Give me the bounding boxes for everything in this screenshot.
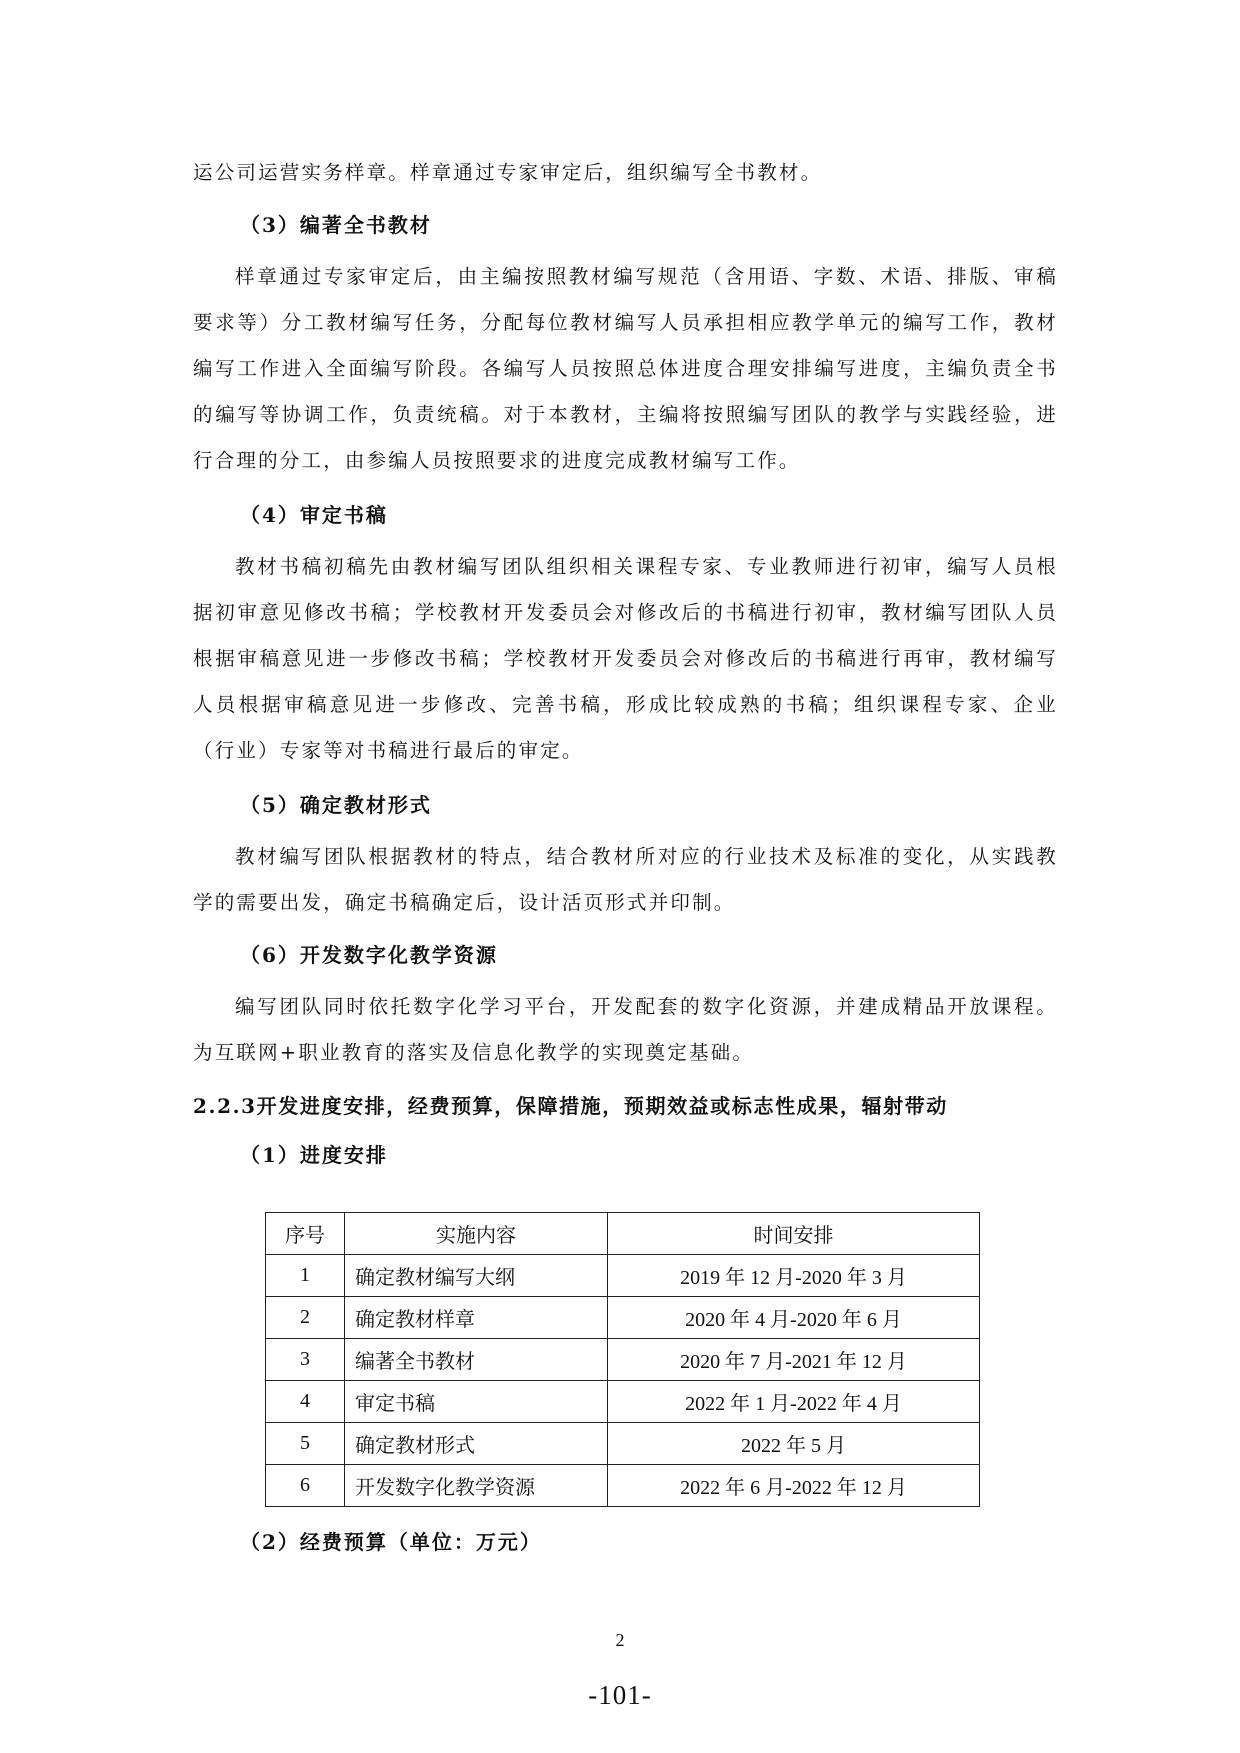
schedule-heading: （1）进度安排 bbox=[240, 1143, 388, 1167]
cell-time: 2022 年 6 月-2022 年 12 月 bbox=[608, 1465, 980, 1507]
table-row bbox=[266, 1255, 980, 1297]
continuation-line: 运公司运营实务样章。样章通过专家审定后，组织编写全书教材。 bbox=[193, 161, 823, 184]
cell-time: 2019 年 12 月-2020 年 3 月 bbox=[608, 1255, 980, 1297]
section-223-heading: 2.2.3开发进度安排，经费预算，保障措施，预期效益或标志性成果，辐射带动 bbox=[193, 1094, 948, 1118]
table-row bbox=[266, 1381, 980, 1423]
table-row bbox=[266, 1297, 980, 1339]
table-row bbox=[266, 1423, 980, 1465]
schedule-table bbox=[265, 1212, 980, 1507]
cell-content: 确定教材编写大纲 bbox=[345, 1255, 608, 1297]
table-header-row bbox=[266, 1213, 980, 1255]
page-number: 2 bbox=[615, 1630, 625, 1650]
cell-number: 3 bbox=[266, 1339, 345, 1381]
paragraph-digital-resources: 编写团队同时依托数字化学习平台，开发配套的数字化资源，并建成精品开放课程。为互联网+职业教育的落实及信息化教学的实现奠定基础。 bbox=[193, 995, 1058, 1064]
paragraph-review-manuscript: 教材书稿初稿先由教材编写团队组织相关课程专家、专业教师进行初审，编写人员根据初审意见修改书稿；学校教材开发委员会对修改后的书稿进行初审，教材编写团队人员根据审稿意见进一步修改书稿；学校教材开发委员会对修改后的书稿进行再审，教材编写人员根据审稿意见进一步修改、完善书稿，形成比较成熟的书稿；组织课程专家、企业（行业）专家等对书稿进行最后的审定。 bbox=[193, 555, 1058, 762]
cell-number: 2 bbox=[266, 1297, 345, 1339]
budget-heading: （2）经费预算（单位：万元） bbox=[240, 1530, 542, 1554]
cell-content: 确定教材样章 bbox=[345, 1297, 608, 1339]
table-row bbox=[266, 1465, 980, 1507]
cell-content: 开发数字化教学资源 bbox=[345, 1465, 608, 1507]
cell-content: 确定教材形式 bbox=[345, 1423, 608, 1465]
header-content: 实施内容 bbox=[345, 1213, 608, 1255]
cell-content: 审定书稿 bbox=[345, 1381, 608, 1423]
paragraph-compile-textbook: 样章通过专家审定后，由主编按照教材编写规范（含用语、字数、术语、排版、审稿要求等）分工教材编写任务，分配每位教材编写人员承担相应教学单元的编写工作，教材编写工作进入全面编写阶段。各编写人员按照总体进度合理安排编写进度，主编负责全书的编写等协调工作，负责统稿。对于本教材，主编将按照编写团队的教学与实践经验，进行合理的分工，由参编人员按照要求的进度完成教材编写工作。 bbox=[193, 265, 1058, 472]
cell-number: 1 bbox=[266, 1255, 345, 1297]
cell-time: 2020 年 7 月-2021 年 12 月 bbox=[608, 1339, 980, 1381]
cell-time: 2022 年 5 月 bbox=[608, 1423, 980, 1465]
heading-textbook-form: （5）确定教材形式 bbox=[240, 793, 432, 817]
cell-number: 4 bbox=[266, 1381, 345, 1423]
table-row bbox=[266, 1339, 980, 1381]
cell-time: 2020 年 4 月-2020 年 6 月 bbox=[608, 1297, 980, 1339]
paragraph-textbook-form: 教材编写团队根据教材的特点，结合教材所对应的行业技术及标准的变化，从实践教学的需要出发，确定书稿确定后，设计活页形式并印制。 bbox=[193, 845, 1058, 914]
header-number: 序号 bbox=[266, 1213, 345, 1255]
heading-review-manuscript: （4）审定书稿 bbox=[240, 503, 388, 527]
heading-digital-resources: （6）开发数字化教学资源 bbox=[240, 943, 498, 967]
global-page-number: -101- bbox=[588, 1680, 652, 1710]
cell-number: 6 bbox=[266, 1465, 345, 1507]
cell-time: 2022 年 1 月-2022 年 4 月 bbox=[608, 1381, 980, 1423]
cell-content: 编著全书教材 bbox=[345, 1339, 608, 1381]
heading-compile-textbook: （3）编著全书教材 bbox=[240, 213, 432, 237]
cell-number: 5 bbox=[266, 1423, 345, 1465]
header-time: 时间安排 bbox=[608, 1213, 980, 1255]
